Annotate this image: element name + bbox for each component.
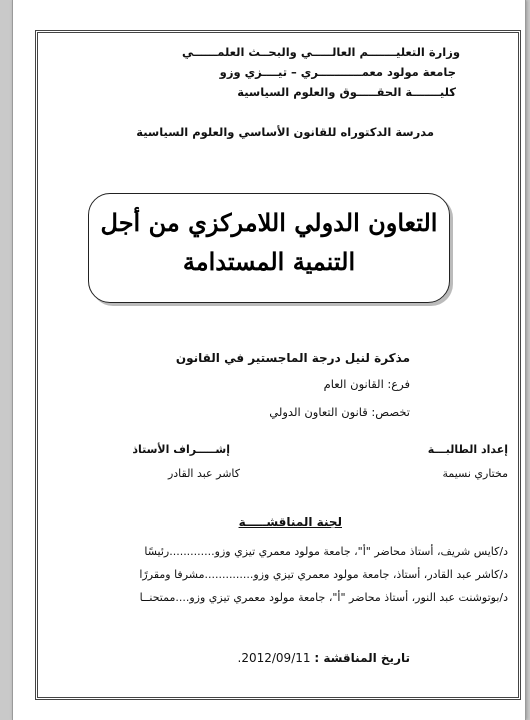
page-border-frame	[35, 30, 521, 700]
thesis-title-line-1: التعاون الدولي اللامركزي من أجل	[100, 208, 438, 237]
degree-statement: مذكرة لنيل درجة الماجستير في القانون	[175, 351, 410, 365]
university-name: جامعة مولود معمـــــــــــري – تيــــزي وزو	[219, 65, 456, 79]
jury-heading: لجنة المناقشـــــة	[238, 515, 342, 529]
branch-label: فرع: القانون العام	[323, 377, 410, 391]
ministry-name: وزارة التعليـــــــم العالـــــي والبحــث العلمــــــي	[182, 45, 460, 59]
thesis-title-line-2: التنمية المستدامة	[182, 247, 356, 276]
jury-member-president: د/كايس شريف، أستاذ محاضر "أ"، جامعة مولود معمري تيزي وزو.............رئيسًا	[144, 545, 508, 558]
defense-date-label: تاريخ المناقشة :	[314, 651, 410, 665]
jury-member-examiner: د/بوتوشنت عبد النور، أستاذ محاضر "أ"، جامعة مولود معمري تيزي وزو....ممتحنــا	[139, 591, 508, 604]
supervisor-name: كاشر عبد القادر	[167, 467, 240, 480]
supervisor-label: إشـــــراف الأستاذ	[132, 443, 230, 456]
defense-date: 2012/09/11.	[237, 651, 311, 665]
faculty-name: كليـــــــة الحقـــــوق والعلوم السياسية	[237, 85, 456, 99]
student-label: إعداد الطالبـــة	[427, 443, 508, 456]
doctoral-school-name: مدرسة الدكتوراه للقانون الأساسي والعلوم السياسية	[136, 125, 434, 139]
specialty-label: تخصص: قانون التعاون الدولي	[269, 405, 410, 419]
defense-date-row	[238, 651, 410, 665]
thesis-title-box	[88, 193, 450, 303]
student-name: مختاري نسيمة	[442, 467, 508, 480]
jury-member-supervisor: د/كاشر عبد القادر، أستاذ، جامعة مولود معمري تيزي وزو..............مشرفا ومقررًا	[139, 568, 508, 581]
document-page	[12, 0, 526, 720]
